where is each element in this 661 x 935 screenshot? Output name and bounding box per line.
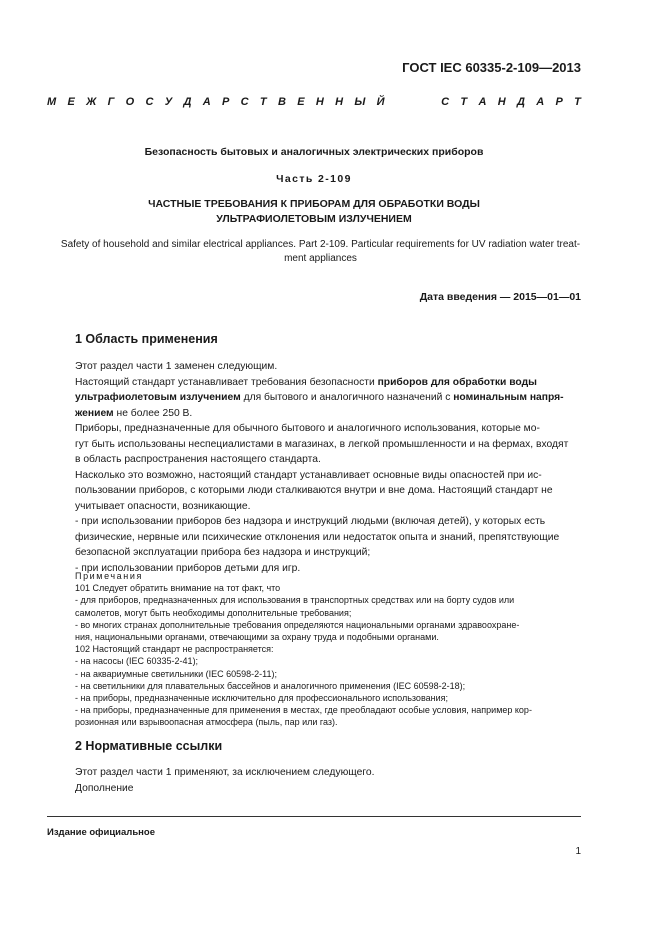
interstate-standard-banner xyxy=(47,96,581,108)
subtitle-line: ЧАСТНЫЕ ТРЕБОВАНИЯ К ПРИБОРАМ ДЛЯ ОБРАБОТКИ ВОДЫ xyxy=(148,198,480,210)
paragraph-line: учитывает опасности, возникающие. xyxy=(75,500,251,512)
banner-letter: Д xyxy=(516,96,525,108)
banner-letter: Т xyxy=(574,96,581,108)
note-line: 101 Следует обратить внимание на тот факт, что xyxy=(75,583,281,594)
english-title-line: Safety of household and similar electrical appliances. Part 2-109. Particular requirements for UV radiation water treat- xyxy=(60,239,581,250)
bullet-line: - при использовании приборов без надзора и инструкций людьми (включая детей), у которых есть xyxy=(75,516,546,527)
banner-letter: Р xyxy=(555,96,563,108)
note-line: ния, национальными органами, отвечающими за охрану труда и подобными органами. xyxy=(75,632,439,643)
english-title xyxy=(60,238,581,266)
note-line: - на аквариумные светильники (IEC 60598-2-11); xyxy=(75,668,277,679)
footer-divider xyxy=(47,816,581,817)
note-line: 102 Настоящий стандарт не распространяется: xyxy=(75,644,274,655)
term-bold: приборов для обработки воды xyxy=(377,376,537,388)
banner-letter: В xyxy=(277,96,286,108)
banner-letter: Е xyxy=(67,96,75,108)
banner-letter: Н xyxy=(315,96,324,108)
paragraph xyxy=(75,359,581,375)
paragraph-line: Дополнение xyxy=(75,782,134,794)
term-bold: ультрафиолетовым излучением xyxy=(75,392,241,403)
banner-letter: А xyxy=(478,96,487,108)
banner-letter: Т xyxy=(259,96,267,108)
note-line: - на приборы, предназначенные для применения в местах, где преобладают особые условия, например кор- xyxy=(75,705,532,716)
banner-letter: С xyxy=(240,96,249,108)
banner-letter: С xyxy=(441,96,450,108)
banner-letter: Ы xyxy=(354,96,366,108)
banner-letter: Н xyxy=(497,96,506,108)
banner-letter: М xyxy=(47,96,57,108)
banner-letter: А xyxy=(536,96,545,108)
paragraph-line: гут быть использованы неспециалистами в магазинах, в легкой промышленности и на фермах, входят xyxy=(75,438,569,450)
banner-letter: А xyxy=(202,96,211,108)
note-line: самолетов, могут быть необходимы дополнительные требования; xyxy=(75,607,352,618)
paragraph-line: Этот раздел части 1 применяют, за исключением следующего. xyxy=(75,767,375,778)
document-part: Часть 2-109 xyxy=(276,173,352,185)
document-subtitle xyxy=(47,197,581,227)
banner-letter: Т xyxy=(460,96,468,108)
banner-letter: Ж xyxy=(86,96,97,108)
banner-letter: Д xyxy=(183,96,192,108)
paragraph xyxy=(75,406,581,422)
section-1-body xyxy=(75,359,581,576)
banner-letter: Г xyxy=(107,96,115,108)
page-number: 1 xyxy=(575,846,581,857)
official-edition-label: Издание официальное xyxy=(47,827,155,838)
note-line: - на светильники для плавательных бассейнов и аналогичного применения (IEC 60598-2-18); xyxy=(75,680,466,691)
paragraph-line: Насколько это возможно, настоящий стандарт устанавливает основные виды опасностей при ис- xyxy=(75,469,542,481)
note-line: - на насосы (IEC 60335-2-41); xyxy=(75,656,199,667)
bullet-line: безопасной эксплуатации прибора без надзора и инструкций; xyxy=(75,547,371,558)
banner-gap xyxy=(396,96,430,108)
section-2-title: 2 Нормативные ссылки xyxy=(75,739,223,753)
section-1-title: 1 Область применения xyxy=(75,332,218,346)
banner-letter: Й xyxy=(376,96,385,108)
introduction-date: Дата введения — 2015—01—01 xyxy=(419,291,581,303)
note-line: - на приборы, предназначенные исключительно для профессионального использования; xyxy=(75,693,448,704)
section-2-body xyxy=(75,765,581,796)
term-bold: жением xyxy=(75,407,114,419)
subtitle-line: УЛЬТРАФИОЛЕТОВЫМ ИЗЛУЧЕНИЕМ xyxy=(216,213,412,225)
paragraph-line: в область распространения настоящего стандарта. xyxy=(75,454,321,465)
english-title-line: ment appliances xyxy=(284,253,357,264)
banner-letter: С xyxy=(145,96,154,108)
paragraph-text: Этот раздел части 1 заменен следующим. xyxy=(75,361,278,372)
term-bold: номинальным напря- xyxy=(453,392,564,403)
document-main-title: Безопасность бытовых и аналогичных электрических приборов xyxy=(144,146,484,158)
banner-letter: О xyxy=(125,96,135,108)
bullet-line: физические, нервные или психические отклонения или недостаток опыта и знаний, препятствующие xyxy=(75,531,560,543)
notes-block xyxy=(75,570,581,729)
paragraph-line: Приборы, предназначенные для обычного бытового и аналогичного использования, которые мо- xyxy=(75,423,540,434)
paragraph-text: для бытового и аналогичного назначений с xyxy=(240,392,454,403)
paragraph xyxy=(75,375,581,391)
paragraph-text: Настоящий стандарт устанавливает требования безопасности xyxy=(75,376,378,388)
bullet-line: - при использовании приборов детьми для игр. xyxy=(75,562,301,574)
paragraph-line: пользовании приборов, с которыми люди сталкиваются внутри и вне дома. Настоящий стандарт не xyxy=(75,485,553,496)
paragraph xyxy=(75,390,581,406)
banner-letter: Р xyxy=(222,96,230,108)
banner-letter: Е xyxy=(297,96,305,108)
banner-letter: Н xyxy=(335,96,344,108)
note-line: розионная или взрывоопасная атмосфера (пыль, пар или газ). xyxy=(75,717,338,728)
paragraph-text: не более 250 В. xyxy=(113,407,193,419)
notes-label: Примечания xyxy=(75,571,143,581)
standard-code: ГОСТ IEC 60335-2-109—2013 xyxy=(402,60,581,75)
note-line: - во многих странах дополнительные требования определяются национальными органами здравоохране- xyxy=(75,619,520,630)
banner-letter: У xyxy=(164,96,173,108)
note-line: - для приборов, предназначенных для использования в транспортных средствах или на борту судов или xyxy=(75,595,515,606)
